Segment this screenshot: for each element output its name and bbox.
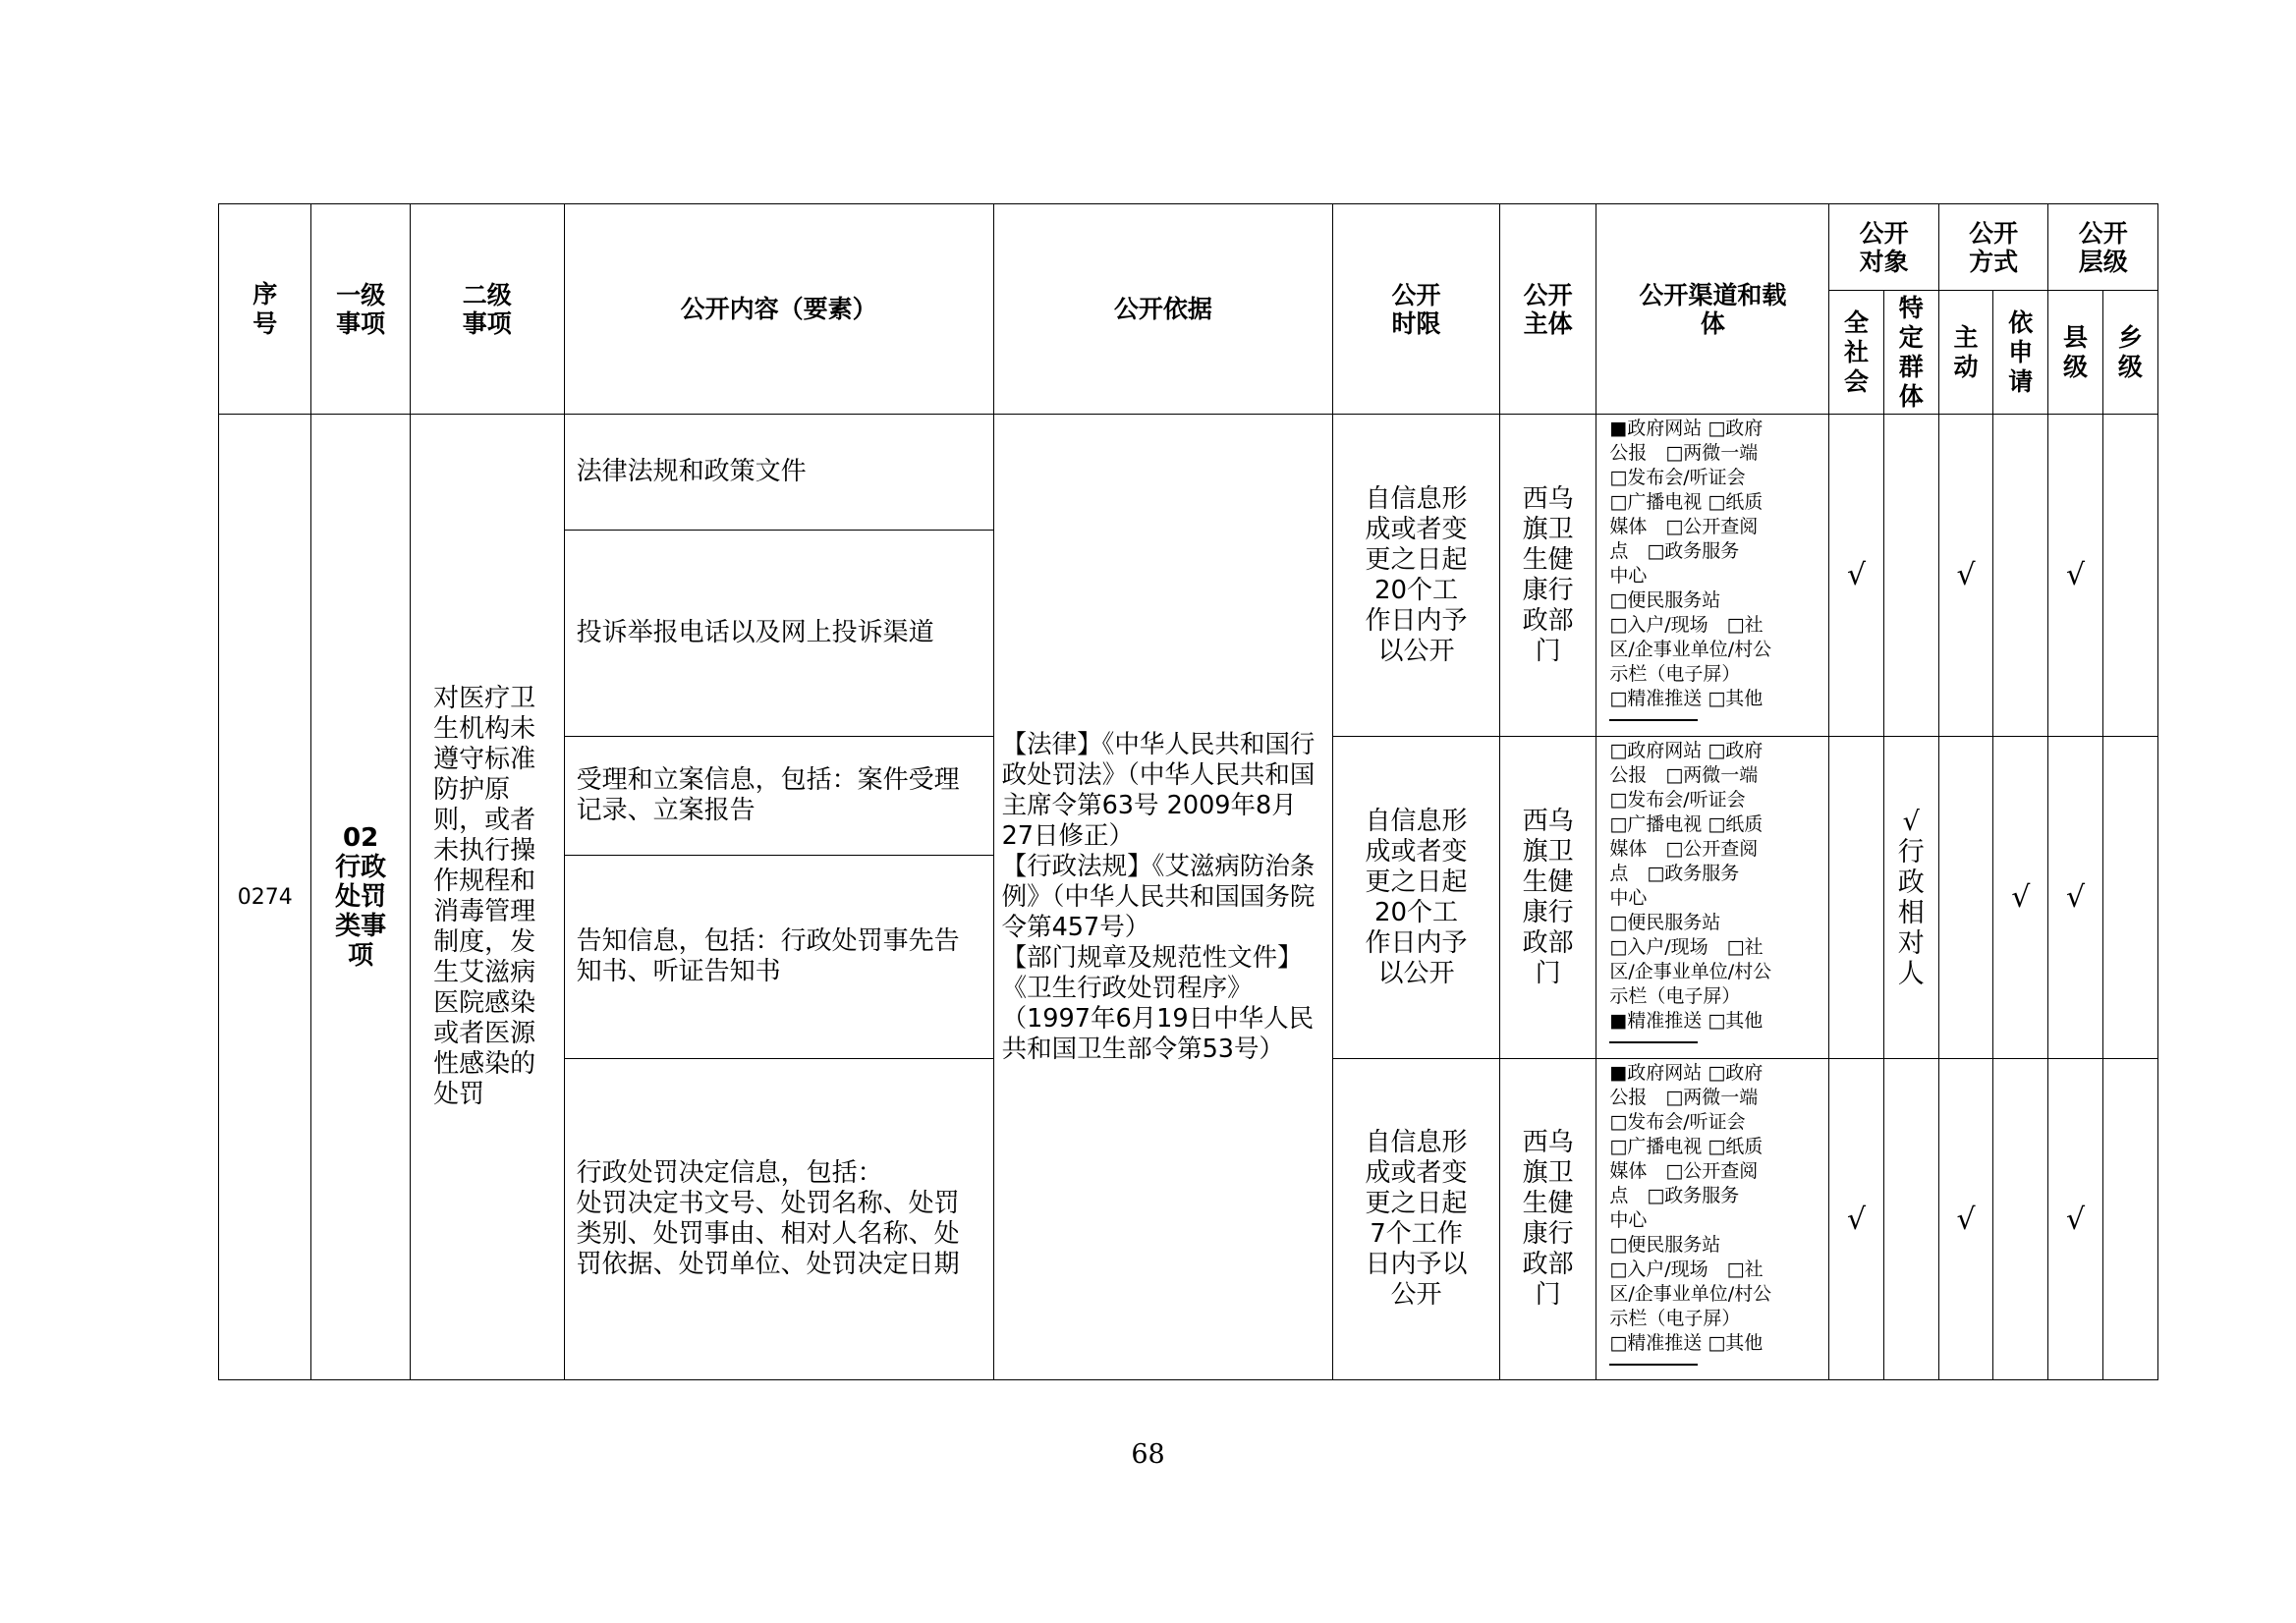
- method-apply-mark: [1993, 1059, 2048, 1380]
- row-seq: 0274: [219, 415, 311, 1380]
- content-item: 告知信息，包括：行政处罚事先告知书、听证告知书: [564, 856, 993, 1059]
- header-method: 公开方式: [1938, 204, 2048, 291]
- header-basis: 公开依据: [993, 204, 1333, 415]
- method-apply-mark: √: [1993, 737, 2048, 1059]
- header-level-town: 乡级: [2102, 291, 2157, 415]
- method-active-mark: √: [1938, 1059, 1992, 1380]
- disclosure-table: [218, 203, 2158, 1380]
- underline-rule: [1609, 1034, 1698, 1043]
- level-town-mark: [2102, 415, 2157, 737]
- header-level-county: 县级: [2048, 291, 2102, 415]
- underline-rule: [1609, 711, 1698, 721]
- underline-rule: [1609, 1356, 1698, 1366]
- level-town-mark: [2102, 737, 2157, 1059]
- target-specific-mark: [1883, 415, 1938, 737]
- target-all-mark: [1829, 737, 1883, 1059]
- time-limit: 自信息形成或者变更之日起20个工作日内予以公开: [1333, 737, 1500, 1059]
- header-content: 公开内容（要素）: [564, 204, 993, 415]
- header-subject: 公开主体: [1499, 204, 1596, 415]
- time-limit: 自信息形成或者变更之日起7个工作日内予以公开: [1333, 1059, 1500, 1380]
- method-active-mark: √: [1938, 415, 1992, 737]
- level-county-mark: √: [2048, 415, 2102, 737]
- header-method-active: 主动: [1938, 291, 1992, 415]
- row-basis: 【法律】《中华人民共和国行政处罚法》（中华人民共和国主席令第63号 2009年8月27日修正） 【行政法规】《艾滋病防治条例》（中华人民共和国国务院令第457号） 【部门规章及规范性文件】《卫生行政处罚程序》（1997年6月19日中华人民共和国卫生部令第53号）: [993, 415, 1333, 1380]
- method-active-mark: [1938, 737, 1992, 1059]
- row-level2: 对医疗卫生机构未遵守标准防护原则，或者未执行操作规程和消毒管理制度，发生艾滋病医院感染或者医源性感染的处罚: [410, 415, 564, 1380]
- target-all-mark: √: [1829, 1059, 1883, 1380]
- subject: 西乌旗卫生健康行政部门: [1499, 737, 1596, 1059]
- header-target-specific: 特定群体: [1883, 291, 1938, 415]
- header-target-all: 全社会: [1829, 291, 1883, 415]
- content-item: 受理和立案信息，包括：案件受理记录、立案报告: [564, 737, 993, 856]
- method-apply-mark: [1993, 415, 2048, 737]
- header-seq: 序号: [219, 204, 311, 415]
- header-level: 公开层级: [2048, 204, 2158, 291]
- level-county-mark: √: [2048, 737, 2102, 1059]
- content-item: 法律法规和政策文件: [564, 415, 993, 531]
- content-item: 行政处罚决定信息，包括： 处罚决定书文号、处罚名称、处罚类别、处罚事由、相对人名称、处罚依据、处罚单位、处罚决定日期: [564, 1059, 993, 1380]
- target-specific-mark: [1883, 1059, 1938, 1380]
- subject: 西乌旗卫生健康行政部门: [1499, 1059, 1596, 1380]
- content-item: 投诉举报电话以及网上投诉渠道: [564, 531, 993, 737]
- channel-list: ■政府网站 □政府 公报 □两微一端 □发布会/听证会 □广播电视 □纸质 媒体 □公开查阅 点 □政务服务 中心 □便民服务站 □入户/现场 □社 区/企事业单位/村公 示栏（电子屏） □精准推送 □其他: [1596, 1059, 1829, 1380]
- channel-list: ■政府网站 □政府 公报 □两微一端 □发布会/听证会 □广播电视 □纸质 媒体 □公开查阅 点 □政务服务 中心 □便民服务站 □入户/现场 □社 区/企事业单位/村公 示栏（电子屏） □精准推送 □其他: [1596, 415, 1829, 737]
- header-channel: 公开渠道和载体: [1596, 204, 1829, 415]
- level-county-mark: √: [2048, 1059, 2102, 1380]
- header-target: 公开对象: [1829, 204, 1939, 291]
- row-level1: 02 行政处罚类事项: [311, 415, 410, 1380]
- header-time-limit: 公开时限: [1333, 204, 1500, 415]
- header-level2: 二级事项: [410, 204, 564, 415]
- time-limit: 自信息形成或者变更之日起20个工作日内予以公开: [1333, 415, 1500, 737]
- level-town-mark: [2102, 1059, 2157, 1380]
- header-method-apply: 依申请: [1993, 291, 2048, 415]
- target-all-mark: √: [1829, 415, 1883, 737]
- target-specific-mark: √行政相对人: [1883, 737, 1938, 1059]
- subject: 西乌旗卫生健康行政部门: [1499, 415, 1596, 737]
- header-level1: 一级事项: [311, 204, 410, 415]
- channel-list: □政府网站 □政府 公报 □两微一端 □发布会/听证会 □广播电视 □纸质 媒体 □公开查阅 点 □政务服务 中心 □便民服务站 □入户/现场 □社 区/企事业单位/村公 示栏（电子屏） ■精准推送 □其他: [1596, 737, 1829, 1059]
- page-number: 68: [1131, 1439, 1165, 1470]
